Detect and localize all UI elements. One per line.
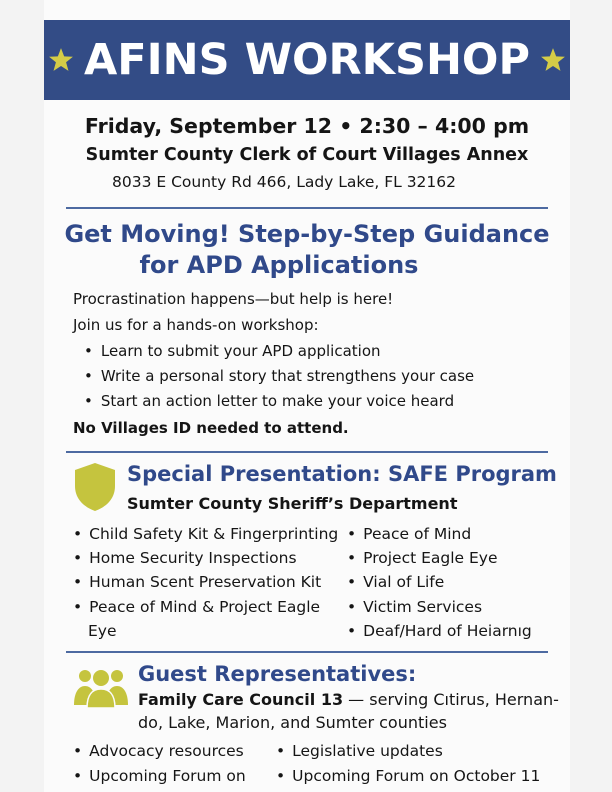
safe-left-item: • Child Safety Kit & Fingerprinting [73, 525, 338, 543]
safe-left-item: • Human Scent Preservation Kit [73, 573, 321, 591]
star-icon [48, 47, 74, 73]
guests-org-line1 [138, 690, 559, 709]
section-divider [66, 451, 548, 453]
guests-title: Guest Representatives: [138, 662, 417, 686]
title-banner [44, 20, 570, 100]
guests-right-item: • Upcoming Forum on October 11 [276, 767, 540, 785]
safe-left-item: • Peace of Mind & Project Eagle [73, 598, 320, 616]
flyer-page [44, 0, 570, 792]
event-address: 8033 E County Rd 466, Lady Lake, FL 32162 [112, 173, 457, 191]
workshop-bullet: • Write a personal story that strengthens your case [84, 367, 474, 385]
guests-org-description: — serving Cıtirus, Hernan- [343, 690, 559, 709]
section-divider [66, 651, 548, 653]
safe-right-item: • Victim Services [347, 598, 482, 616]
event-date-time: Friday, September 12 • 2:30 – 4:00 pm [84, 114, 530, 138]
safe-title: Special Presentation: SAFE Program [127, 462, 557, 486]
star-icon [540, 47, 566, 73]
workshop-bullet: • Start an action letter to make your voice heard [84, 392, 454, 410]
workshop-note: No Villages ID needed to attend. [73, 419, 349, 437]
safe-right-item: • Peace of Mind [347, 525, 471, 543]
banner-title: AFINS WORKSHOP [83, 35, 531, 85]
guests-right-item: • Legislative updates [276, 742, 443, 760]
safe-right-item: • Vial of Life [347, 573, 444, 591]
shield-icon [73, 462, 117, 512]
safe-subtitle: Sumter County Sheriff’s Department [127, 494, 458, 513]
workshop-bullet: • Learn to submit your APD application [84, 342, 381, 360]
guests-org-line2: do, Lake, Marion, and Sumter counties [138, 713, 447, 732]
safe-right-item: • Project Eagle Eye [347, 549, 498, 567]
guests-left-item: • Upcoming Forum on [73, 767, 246, 785]
section-divider [66, 207, 548, 209]
guests-org-name: Family Care Council 13 [138, 690, 344, 709]
event-venue: Sumter County Clerk of Court Villages Annex [85, 145, 529, 165]
people-icon [73, 665, 129, 709]
workshop-headline-line2: for APD Applications [139, 251, 419, 279]
workshop-intro-2: Join us for a hands-on workshop: [73, 316, 319, 334]
safe-left-item: • Home Security Inspections [73, 549, 297, 567]
guests-left-item: • Advocacy resources [73, 742, 244, 760]
safe-left-item-continued: Eye [88, 622, 117, 640]
workshop-headline-line1: Get Moving! Step-by-Step Guidance [64, 220, 550, 248]
workshop-intro-1: Procrastination happens—but help is here! [73, 290, 394, 308]
safe-right-item: • Deaf/Hard of Heiarnıg [347, 622, 532, 640]
